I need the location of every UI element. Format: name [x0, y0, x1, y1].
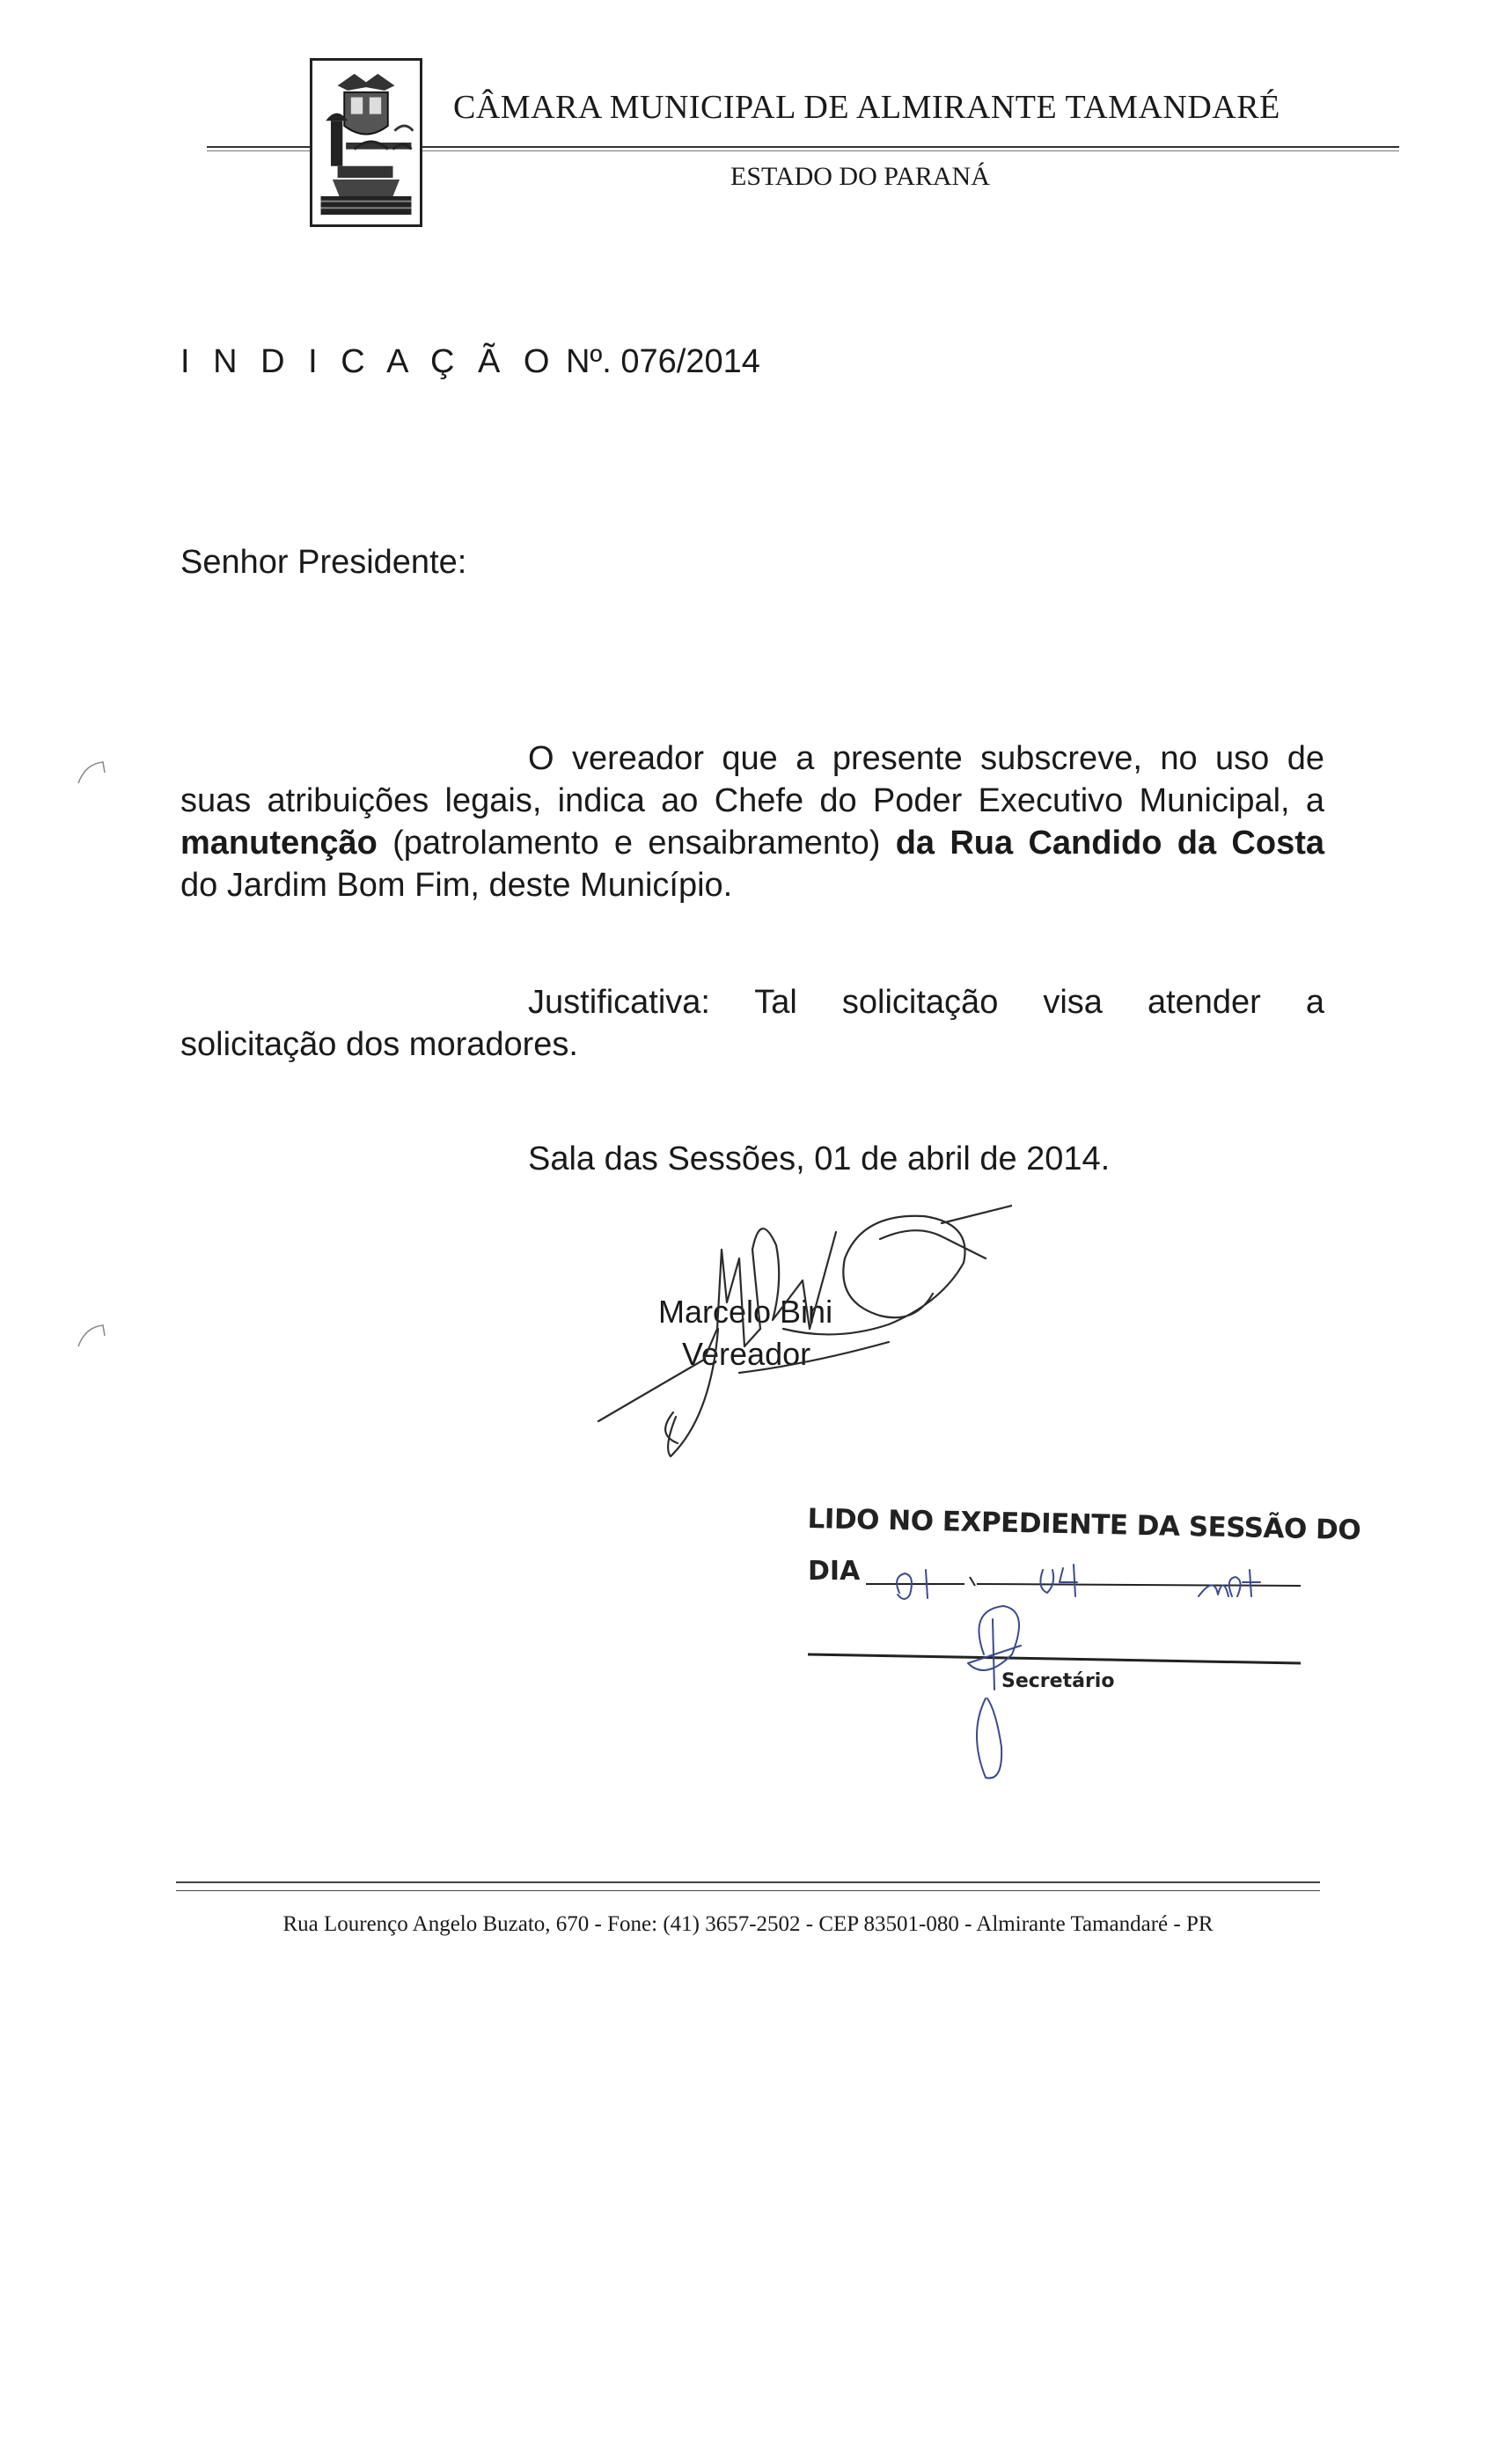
request-line-1: O vereador que a presente subscreve, no uso de — [528, 740, 1324, 777]
request-line-4: do Jardim Bom Fim, deste Município. — [180, 867, 733, 904]
signer-role: Vereador — [682, 1336, 811, 1372]
stamp-date-label: DIA — [808, 1556, 861, 1587]
request-bold-service: manutenção — [180, 825, 378, 862]
footer-address: Rua Lourenço Angelo Buzato, 670 - Fone: (41) 3657-2502 - CEP 83501-080 - Almirante Tamandaré - PR — [282, 1912, 1214, 1936]
footer-rule-top — [176, 1881, 1320, 1883]
request-bold-street: da Rua Candido da Costa — [895, 825, 1324, 862]
request-line-3 — [180, 822, 1324, 864]
request-line-2: suas atribuições legais, indica ao Chefe do Poder Executivo Municipal, a — [180, 782, 1324, 819]
scan-edge-mark — [75, 757, 110, 792]
document-number-value: Nº. 076/2014 — [565, 343, 760, 380]
scan-edge-mark — [75, 1320, 110, 1355]
letterhead-rule-left-thin — [207, 150, 310, 151]
justification-paragraph — [180, 981, 1324, 1066]
letterhead-rule-right-thin — [422, 150, 1399, 151]
organization-name: CÂMARA MUNICIPAL DE ALMIRANTE TAMANDARÉ — [453, 89, 1280, 126]
municipal-coat-of-arms-icon — [310, 58, 422, 227]
document-number — [180, 343, 760, 381]
request-service-detail: (patrolamento e ensaibramento) — [377, 825, 896, 862]
signer-name: Marcelo Bini — [658, 1294, 833, 1330]
request-paragraph — [180, 737, 1324, 906]
stamp-secretary-label: Secretário — [1001, 1670, 1115, 1692]
document-type: I N D I C A Ç Ã O — [180, 343, 557, 380]
salutation: Senhor Presidente: — [180, 544, 467, 581]
justification-line-1: Justificativa: Tal solicitação visa atender a — [528, 984, 1324, 1021]
closing-date-line: Sala das Sessões, 01 de abril de 2014. — [528, 1140, 1111, 1177]
letterhead-rule-left — [207, 146, 310, 148]
letterhead-rule-right — [422, 146, 1399, 148]
footer-rule-bottom — [176, 1890, 1320, 1891]
stamp-title: LIDO NO EXPEDIENTE DA SESSÃO DO — [807, 1503, 1361, 1547]
organization-state: ESTADO DO PARANÁ — [730, 162, 990, 191]
justification-line-2: solicitação dos moradores. — [180, 1026, 578, 1063]
